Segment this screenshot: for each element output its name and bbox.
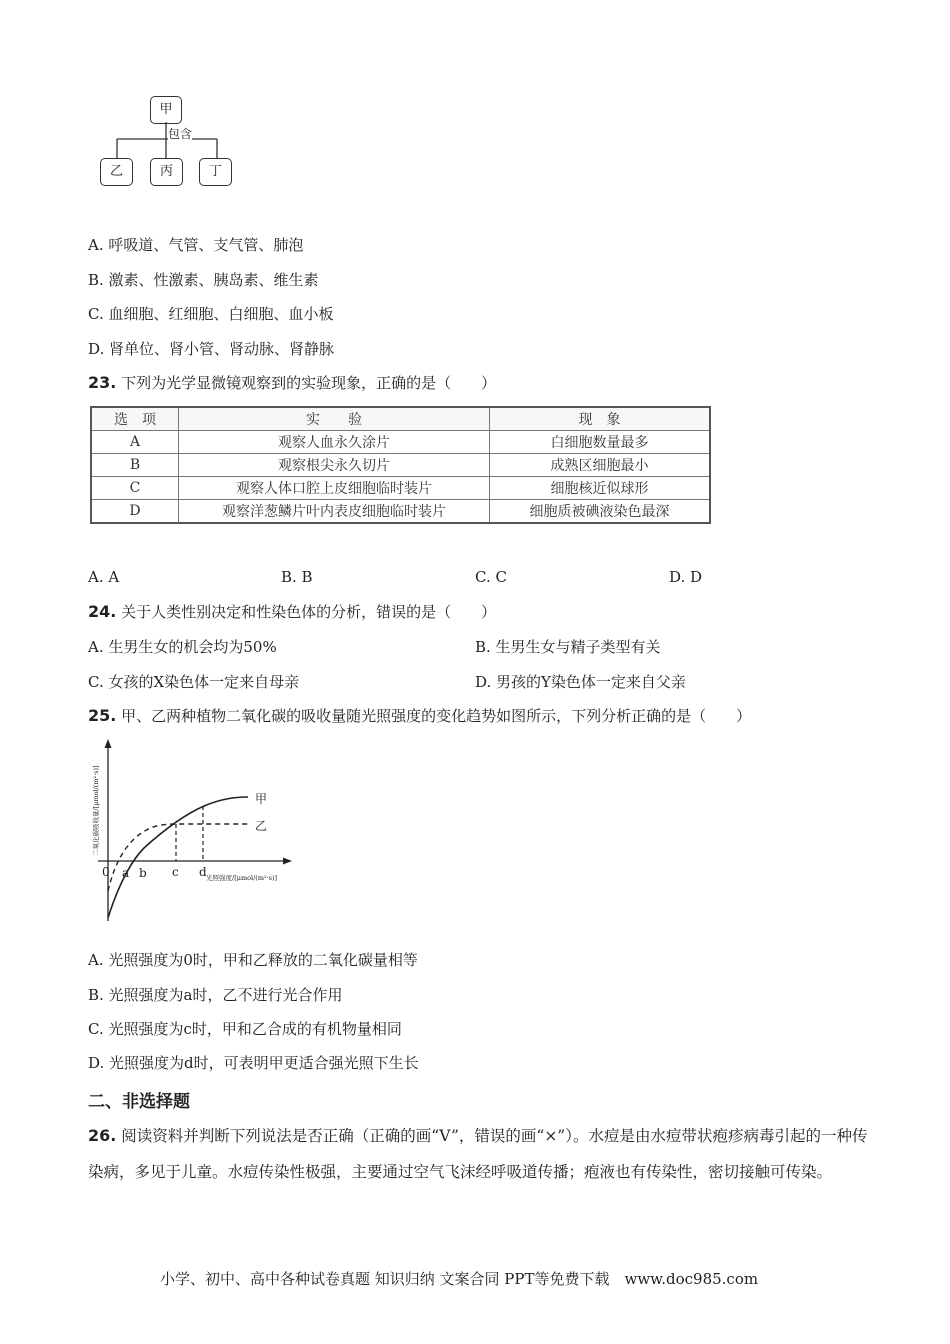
q25-option-b: B. 光照强度为a时，乙不进行光合作用 bbox=[88, 986, 343, 1004]
q23-option-c: C. C bbox=[475, 568, 507, 586]
table-header: 实 验 bbox=[179, 407, 490, 431]
graph-tick-a: a bbox=[122, 866, 130, 880]
table-cell: B bbox=[91, 454, 179, 477]
table-cell: 细胞核近似球形 bbox=[490, 477, 711, 500]
q22-option-a: A. 呼吸道、气管、支气管、肺泡 bbox=[88, 236, 304, 254]
table-row bbox=[91, 500, 710, 524]
diagram-box-child-3: 丁 bbox=[199, 158, 232, 186]
table-cell: A bbox=[91, 431, 179, 454]
table-header: 选 项 bbox=[91, 407, 179, 431]
question-text: 阅读资料并判断下列说法是否正确（正确的画“V”，错误的画“×”）。水痘是由水痘带状疱疹病毒引起的一种传染病，多见于儿童。水痘传染性极强，主要通过空气飞沫经呼吸道传播；疱液也有传染性，密切接触可传染。 bbox=[88, 1127, 868, 1181]
graph-tick-d: d bbox=[199, 865, 207, 879]
table-row bbox=[91, 477, 710, 500]
diagram-box-child-2: 丙 bbox=[150, 158, 183, 186]
co2-absorption-graph bbox=[86, 736, 316, 926]
table-cell: C bbox=[91, 477, 179, 500]
table-cell: 观察人血永久涂片 bbox=[179, 431, 490, 454]
question-text: 下列为光学显微镜观察到的实验现象，正确的是（ ） bbox=[121, 374, 497, 392]
q24-option-d: D. 男孩的Y染色体一定来自父亲 bbox=[475, 673, 686, 691]
q25-option-d: D. 光照强度为d时，可表明甲更适合强光照下生长 bbox=[88, 1054, 419, 1072]
diagram-box-child-1: 乙 bbox=[100, 158, 133, 186]
table-cell: 观察人体口腔上皮细胞临时装片 bbox=[179, 477, 490, 500]
graph-curve-yi-label: 乙 bbox=[255, 819, 268, 833]
q23-option-d: D. D bbox=[669, 568, 703, 586]
graph-origin-label: 0 bbox=[102, 865, 110, 879]
graph-y-axis-label: 二氧化碳吸收量/[μmol/(m²·s)] bbox=[92, 765, 100, 856]
q23-option-a: A. A bbox=[88, 568, 120, 586]
q26-paragraph bbox=[88, 1118, 868, 1190]
experiment-table bbox=[90, 406, 711, 524]
diagram-box-top: 甲 bbox=[150, 96, 182, 124]
page-footer: 小学、初中、高中各种试卷真题 知识归纳 文案合同 PPT等免费下载 www.doc985.com bbox=[160, 1270, 759, 1288]
table-cell: 白细胞数量最多 bbox=[490, 431, 711, 454]
question-text: 甲、乙两种植物二氧化碳的吸收量随光照强度的变化趋势如图所示，下列分析正确的是（ ） bbox=[121, 707, 752, 725]
graph-curve-jia-label: 甲 bbox=[255, 792, 268, 806]
diagram-relation-label: 包含 bbox=[168, 127, 193, 141]
question-number: 24. bbox=[88, 602, 117, 621]
q23-option-b: B. B bbox=[281, 568, 313, 586]
question-number: 25. bbox=[88, 706, 117, 725]
q24-option-b: B. 生男生女与精子类型有关 bbox=[475, 638, 661, 656]
table-cell: D bbox=[91, 500, 179, 524]
graph-tick-c: c bbox=[172, 865, 179, 879]
table-row bbox=[91, 431, 710, 454]
q24-option-c: C. 女孩的X染色体一定来自母亲 bbox=[88, 673, 300, 691]
graph-tick-b: b bbox=[139, 866, 147, 880]
table-header: 现 象 bbox=[490, 407, 711, 431]
q22-option-d: D. 肾单位、肾小管、肾动脉、肾静脉 bbox=[88, 340, 335, 358]
table-cell: 观察根尖永久切片 bbox=[179, 454, 490, 477]
q23-stem bbox=[88, 373, 496, 393]
question-number: 23. bbox=[88, 373, 117, 392]
table-cell: 细胞质被碘液染色最深 bbox=[490, 500, 711, 524]
table-cell: 观察洋葱鳞片叶内表皮细胞临时装片 bbox=[179, 500, 490, 524]
question-number: 26. bbox=[88, 1126, 117, 1145]
q24-option-a: A. 生男生女的机会均为50% bbox=[88, 638, 277, 656]
q25-option-a: A. 光照强度为0时，甲和乙释放的二氧化碳量相等 bbox=[88, 951, 418, 969]
table-row bbox=[91, 454, 710, 477]
table-header-row bbox=[91, 407, 710, 431]
table-cell: 成熟区细胞最小 bbox=[490, 454, 711, 477]
q24-stem bbox=[88, 602, 496, 622]
section-heading: 二、非选择题 bbox=[88, 1092, 190, 1112]
q25-option-c: C. 光照强度为c时，甲和乙合成的有机物量相同 bbox=[88, 1020, 402, 1038]
q22-option-c: C. 血细胞、红细胞、白细胞、血小板 bbox=[88, 305, 334, 323]
q25-stem bbox=[88, 706, 751, 726]
graph-x-axis-label: 光照强度/[μmol/(m²·s)] bbox=[206, 874, 278, 882]
q22-option-b: B. 激素、性激素、胰岛素、维生素 bbox=[88, 271, 319, 289]
question-text: 关于人类性别决定和性染色体的分析，错误的是（ ） bbox=[121, 603, 497, 621]
